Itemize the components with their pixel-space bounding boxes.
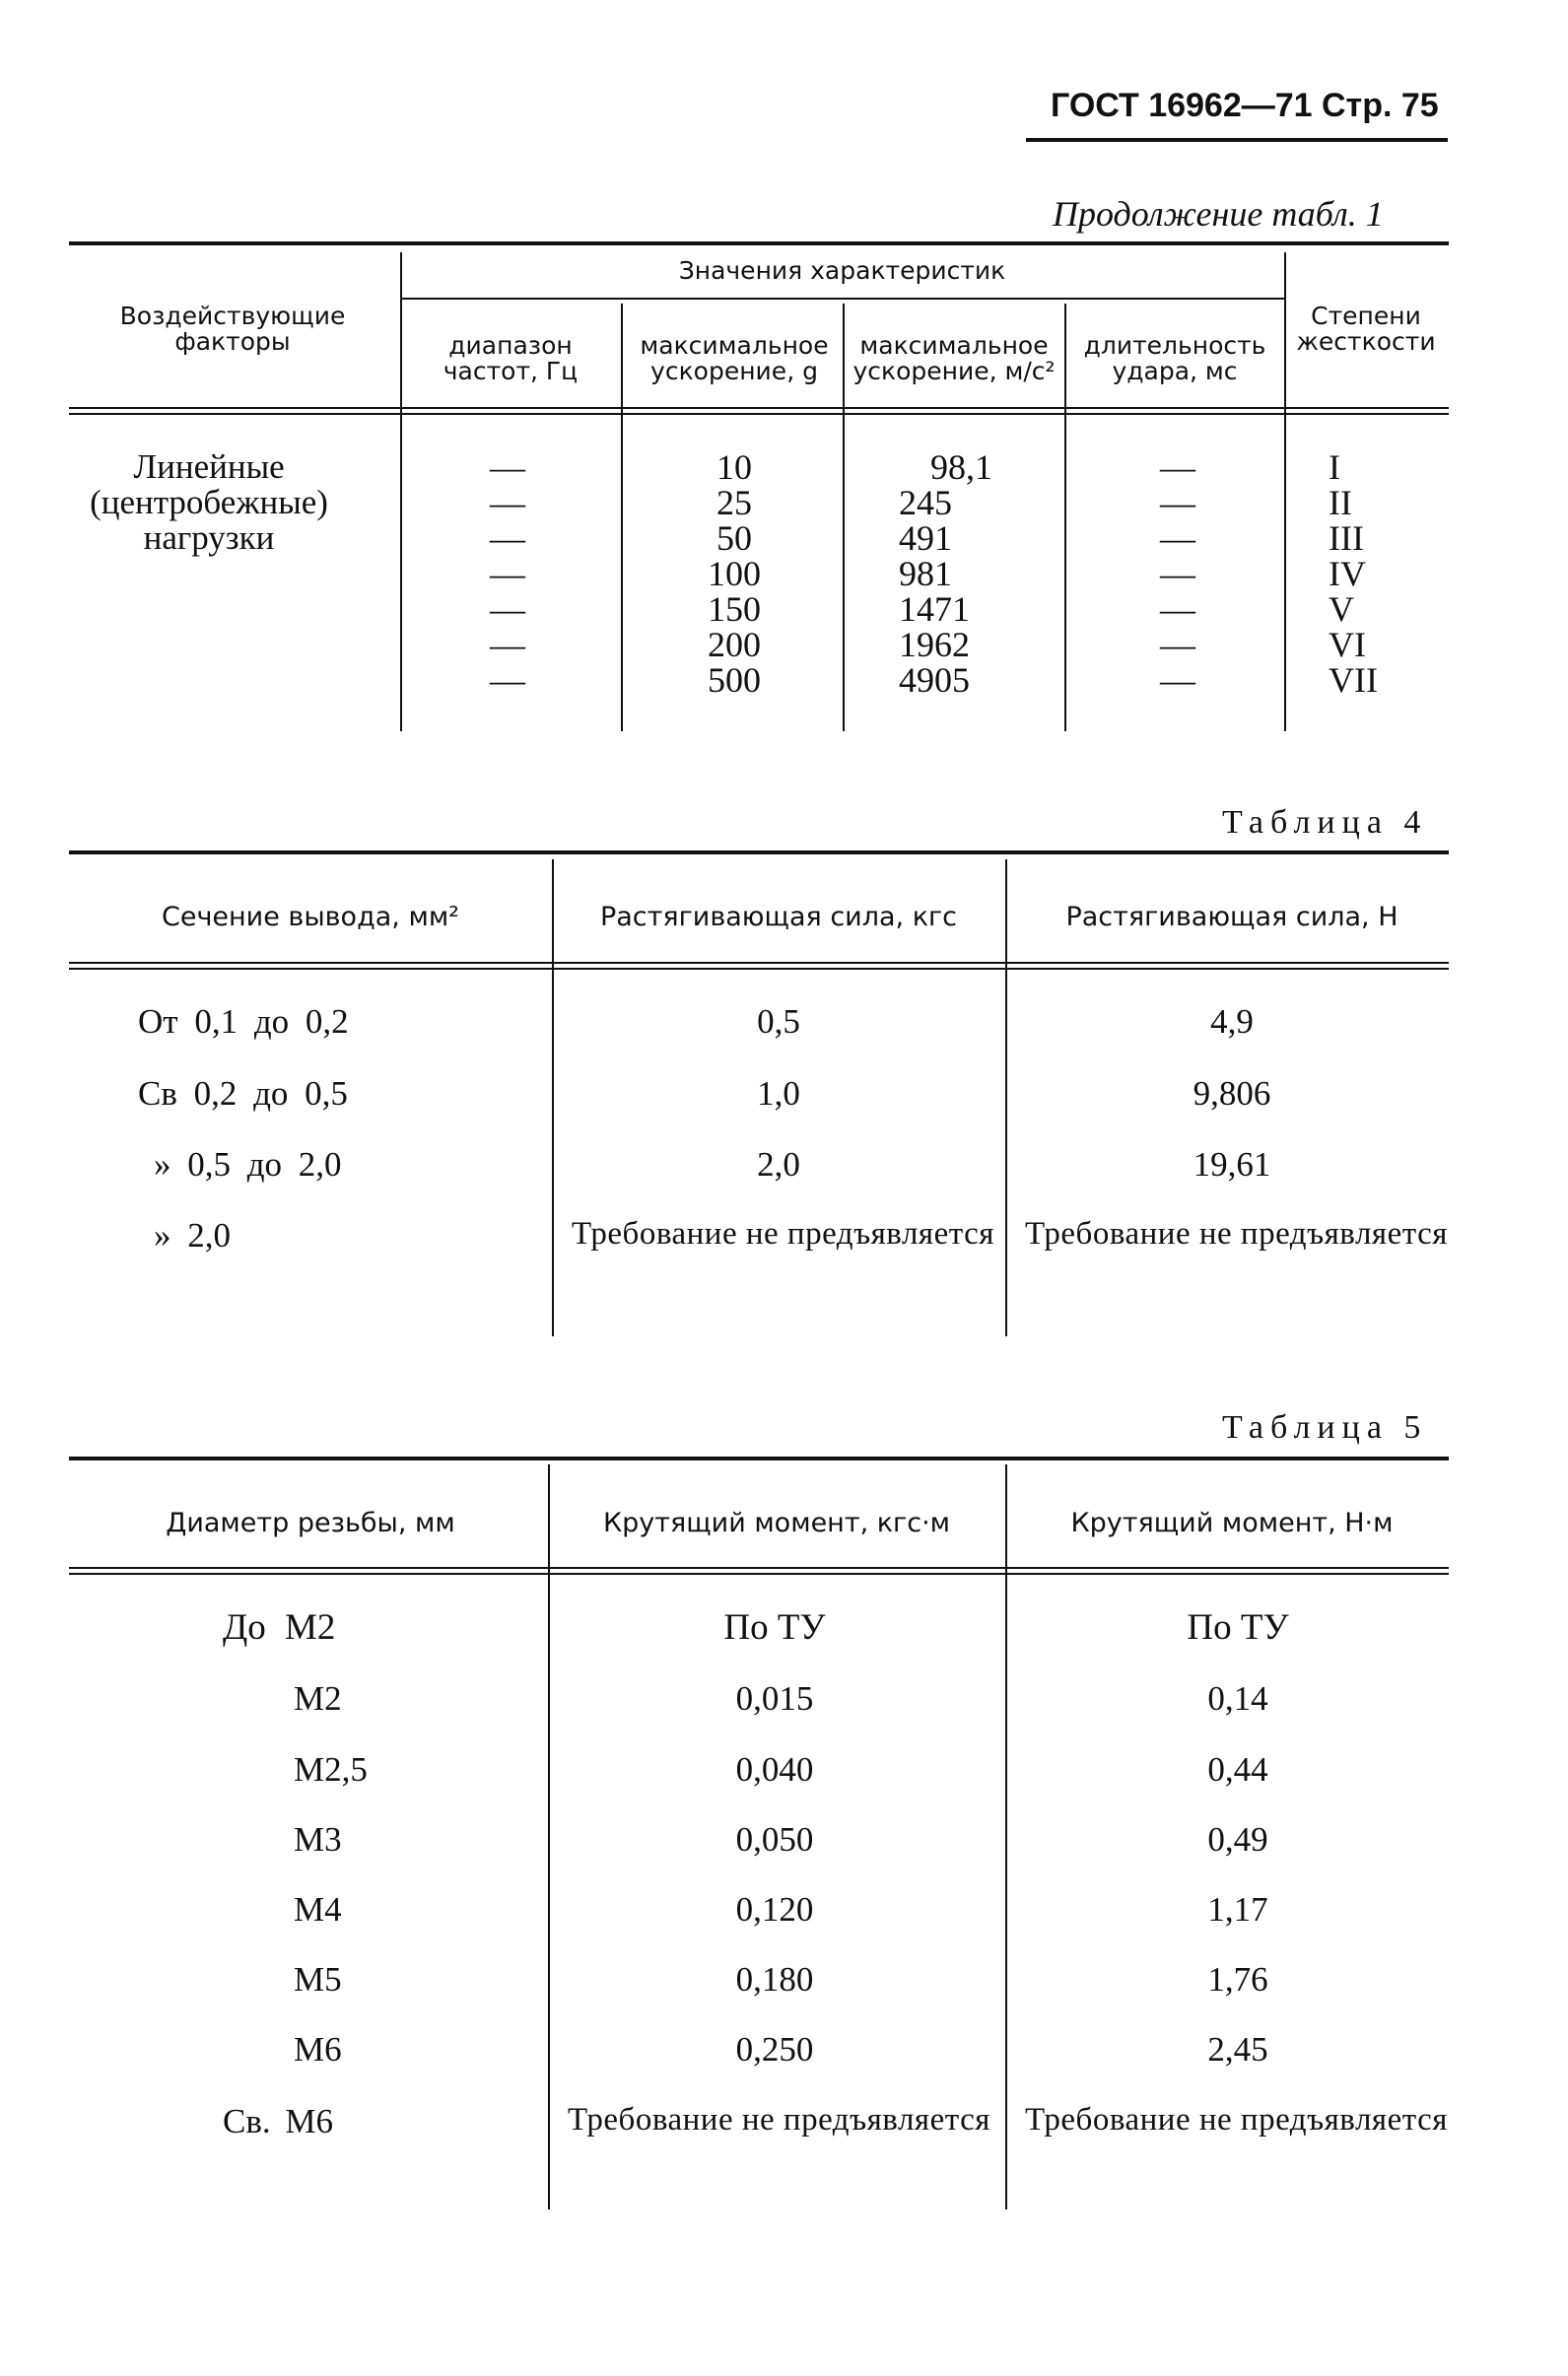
table5-cell-diameter: До М2 bbox=[223, 1607, 336, 1648]
table1-cell-ms2: 98,1 bbox=[930, 447, 992, 487]
table1-cell-duration: — bbox=[1160, 447, 1195, 487]
table1-cell-freq: — bbox=[490, 589, 525, 629]
table1-cell-severity: III bbox=[1329, 518, 1364, 558]
table1-cell-severity: VI bbox=[1329, 625, 1366, 664]
table1-cell-duration: — bbox=[1160, 518, 1195, 558]
table1-col-freq bbox=[443, 449, 572, 698]
table1-top-rule bbox=[69, 241, 1449, 245]
table1-group-rule bbox=[400, 298, 1284, 300]
table1-vline-1 bbox=[400, 252, 402, 731]
table5-cell-torque-nm: 0,14 bbox=[1207, 1679, 1268, 1718]
table4-vline-2 bbox=[1005, 859, 1007, 1336]
table5-top-rule bbox=[69, 1457, 1449, 1460]
table5-cell-diameter: М3 bbox=[294, 1820, 342, 1859]
table5-header-torque-kgsm: Крутящий момент, кгс·м bbox=[602, 1508, 951, 1538]
table1-cell-severity: VII bbox=[1329, 660, 1378, 700]
table4-header-section: Сечение вывода, мм² bbox=[161, 902, 460, 932]
table1-cell-freq: — bbox=[490, 483, 525, 522]
table1-cell-freq: — bbox=[490, 518, 525, 558]
table4-cell-force-kgs: 2,0 bbox=[757, 1145, 800, 1184]
table1-cell-g: 100 bbox=[708, 554, 761, 593]
table1-header-group: Значения характеристик bbox=[678, 256, 1006, 285]
table4-header-rule bbox=[69, 962, 1449, 970]
table1-col-severity bbox=[1329, 449, 1447, 698]
table1-cell-g: 25 bbox=[716, 483, 752, 522]
table5-cell-diameter: Св. М6 bbox=[223, 2102, 333, 2140]
table5-cell-torque-kgsm: 0,050 bbox=[735, 1820, 814, 1859]
table4-top-rule bbox=[69, 850, 1449, 854]
table5-header-torque-nm: Крутящий момент, Н·м bbox=[1070, 1508, 1394, 1538]
table4-cell-force-kgs: 1,0 bbox=[757, 1074, 800, 1113]
page-header: ГОСТ 16962—71 Стр. 75 bbox=[1051, 87, 1439, 124]
table5-cell-torque-kgsm: 0,015 bbox=[735, 1679, 814, 1718]
table4-cell-section: » 0,5 до 2,0 bbox=[154, 1145, 342, 1184]
table1-cell-severity: I bbox=[1329, 447, 1340, 487]
table5-cell-torque-nm-note: Требование не предъявляется bbox=[1025, 2102, 1448, 2138]
table1-factor: Линейные (центробежные) нагрузки bbox=[90, 447, 328, 557]
table1-col-g bbox=[670, 449, 798, 698]
table5-cell-torque-nm: 0,49 bbox=[1207, 1820, 1268, 1859]
table4-cell-force-n: 9,806 bbox=[1193, 1074, 1271, 1113]
table1-cell-ms2: 1962 bbox=[899, 625, 970, 664]
table5-cell-torque-nm: 1,76 bbox=[1207, 1960, 1268, 1999]
table5-cell-torque-kgsm: 0,120 bbox=[735, 1890, 814, 1929]
table1-cell-duration: — bbox=[1160, 554, 1195, 593]
table1-cell-duration: — bbox=[1160, 625, 1195, 664]
table4-cell-force-kgs: 0,5 bbox=[757, 1002, 800, 1041]
table5-cell-torque-nm: 2,45 bbox=[1207, 2030, 1268, 2069]
table1-header-max-accel-ms2: максимальное ускорение, м/с² bbox=[852, 331, 1056, 385]
table1-cell-g: 50 bbox=[716, 518, 752, 558]
table5-cell-torque-nm: По ТУ bbox=[1187, 1607, 1289, 1648]
table5-cell-diameter: М2,5 bbox=[294, 1750, 368, 1789]
table1-cell-severity: V bbox=[1329, 589, 1354, 629]
table4-title: Таблица 4 bbox=[1222, 804, 1428, 841]
table5-vline-1 bbox=[548, 1464, 550, 2209]
table1-header-rule bbox=[69, 407, 1449, 415]
header-underline bbox=[1026, 138, 1448, 142]
table1-header-duration: длительность удара, мс bbox=[1083, 331, 1266, 385]
table5-cell-torque-nm: 0,44 bbox=[1207, 1750, 1268, 1789]
table1-cell-g: 200 bbox=[708, 625, 761, 664]
table1-col-ms2 bbox=[867, 449, 1076, 698]
table4-cell-force-n: 19,61 bbox=[1193, 1145, 1271, 1184]
table1-cell-freq: — bbox=[490, 625, 525, 664]
table1-header-max-accel-g: максимальное ускорение, g bbox=[640, 331, 829, 385]
table1-vline-2 bbox=[621, 304, 623, 731]
table5-cell-diameter: М5 bbox=[294, 1960, 342, 1999]
table4-cell-section: От 0,1 до 0,2 bbox=[138, 1002, 349, 1041]
table4-cell-section: » 2,0 bbox=[154, 1216, 231, 1255]
table4-header-force-n: Растягивающая сила, Н bbox=[1065, 902, 1398, 932]
table4-header-force-kgs: Растягивающая сила, кгс bbox=[599, 902, 958, 932]
table1-col-duration bbox=[1114, 449, 1242, 698]
table5-cell-diameter: М6 bbox=[294, 2030, 342, 2069]
table4-cell-force-n-note: Требование не предъявляется bbox=[1025, 1216, 1448, 1252]
table1-cell-ms2: 491 bbox=[899, 518, 952, 558]
table1-header-severity: Степени жесткости bbox=[1296, 302, 1436, 356]
table5-cell-diameter: М2 bbox=[294, 1679, 342, 1718]
table1-cell-freq: — bbox=[490, 447, 525, 487]
table5-cell-torque-kgsm: 0,040 bbox=[735, 1750, 814, 1789]
table1-cell-severity: II bbox=[1329, 483, 1352, 522]
table5-cell-torque-kgsm-note: Требование не предъявляется bbox=[568, 2102, 990, 2138]
table5-vline-2 bbox=[1005, 1464, 1007, 2209]
table5-title: Таблица 5 bbox=[1222, 1409, 1428, 1446]
table1-cell-duration: — bbox=[1160, 589, 1195, 629]
table1-vline-3 bbox=[843, 304, 845, 731]
table5-header-diameter: Диаметр резьбы, мм bbox=[166, 1508, 455, 1538]
table1-cell-duration: — bbox=[1160, 660, 1195, 700]
table5-cell-torque-kgsm: 0,180 bbox=[735, 1960, 814, 1999]
table1-cell-severity: IV bbox=[1329, 554, 1366, 593]
table1-vline-5 bbox=[1284, 252, 1286, 731]
table5-cell-torque-kgsm: 0,250 bbox=[735, 2030, 814, 2069]
table1-cell-freq: — bbox=[490, 554, 525, 593]
table1-cell-ms2: 4905 bbox=[899, 660, 970, 700]
table1-header-freq-range: диапазон частот, Гц bbox=[443, 331, 579, 385]
table4-cell-force-kgs-note: Требование не предъявляется bbox=[572, 1216, 994, 1252]
table1-continuation-label: Продолжение табл. 1 bbox=[1053, 194, 1384, 234]
table1-header-factors: Воздействующие факторы bbox=[119, 302, 346, 356]
table1-cell-ms2: 245 bbox=[899, 483, 952, 522]
table4-vline-1 bbox=[552, 859, 554, 1336]
table5-cell-torque-kgsm: По ТУ bbox=[723, 1607, 826, 1648]
table5-cell-torque-nm: 1,17 bbox=[1207, 1890, 1268, 1929]
table4-cell-force-n: 4,9 bbox=[1210, 1002, 1254, 1041]
table1-cell-g: 500 bbox=[708, 660, 761, 700]
table1-cell-freq: — bbox=[490, 660, 525, 700]
table4-cell-section: Св 0,2 до 0,5 bbox=[138, 1074, 348, 1113]
table1-cell-ms2: 981 bbox=[899, 554, 952, 593]
table1-cell-duration: — bbox=[1160, 483, 1195, 522]
table1-cell-ms2: 1471 bbox=[899, 589, 970, 629]
table5-header-rule bbox=[69, 1567, 1449, 1575]
table1-cell-g: 150 bbox=[708, 589, 761, 629]
table5-cell-diameter: М4 bbox=[294, 1890, 342, 1929]
table1-cell-g: 10 bbox=[716, 447, 752, 487]
